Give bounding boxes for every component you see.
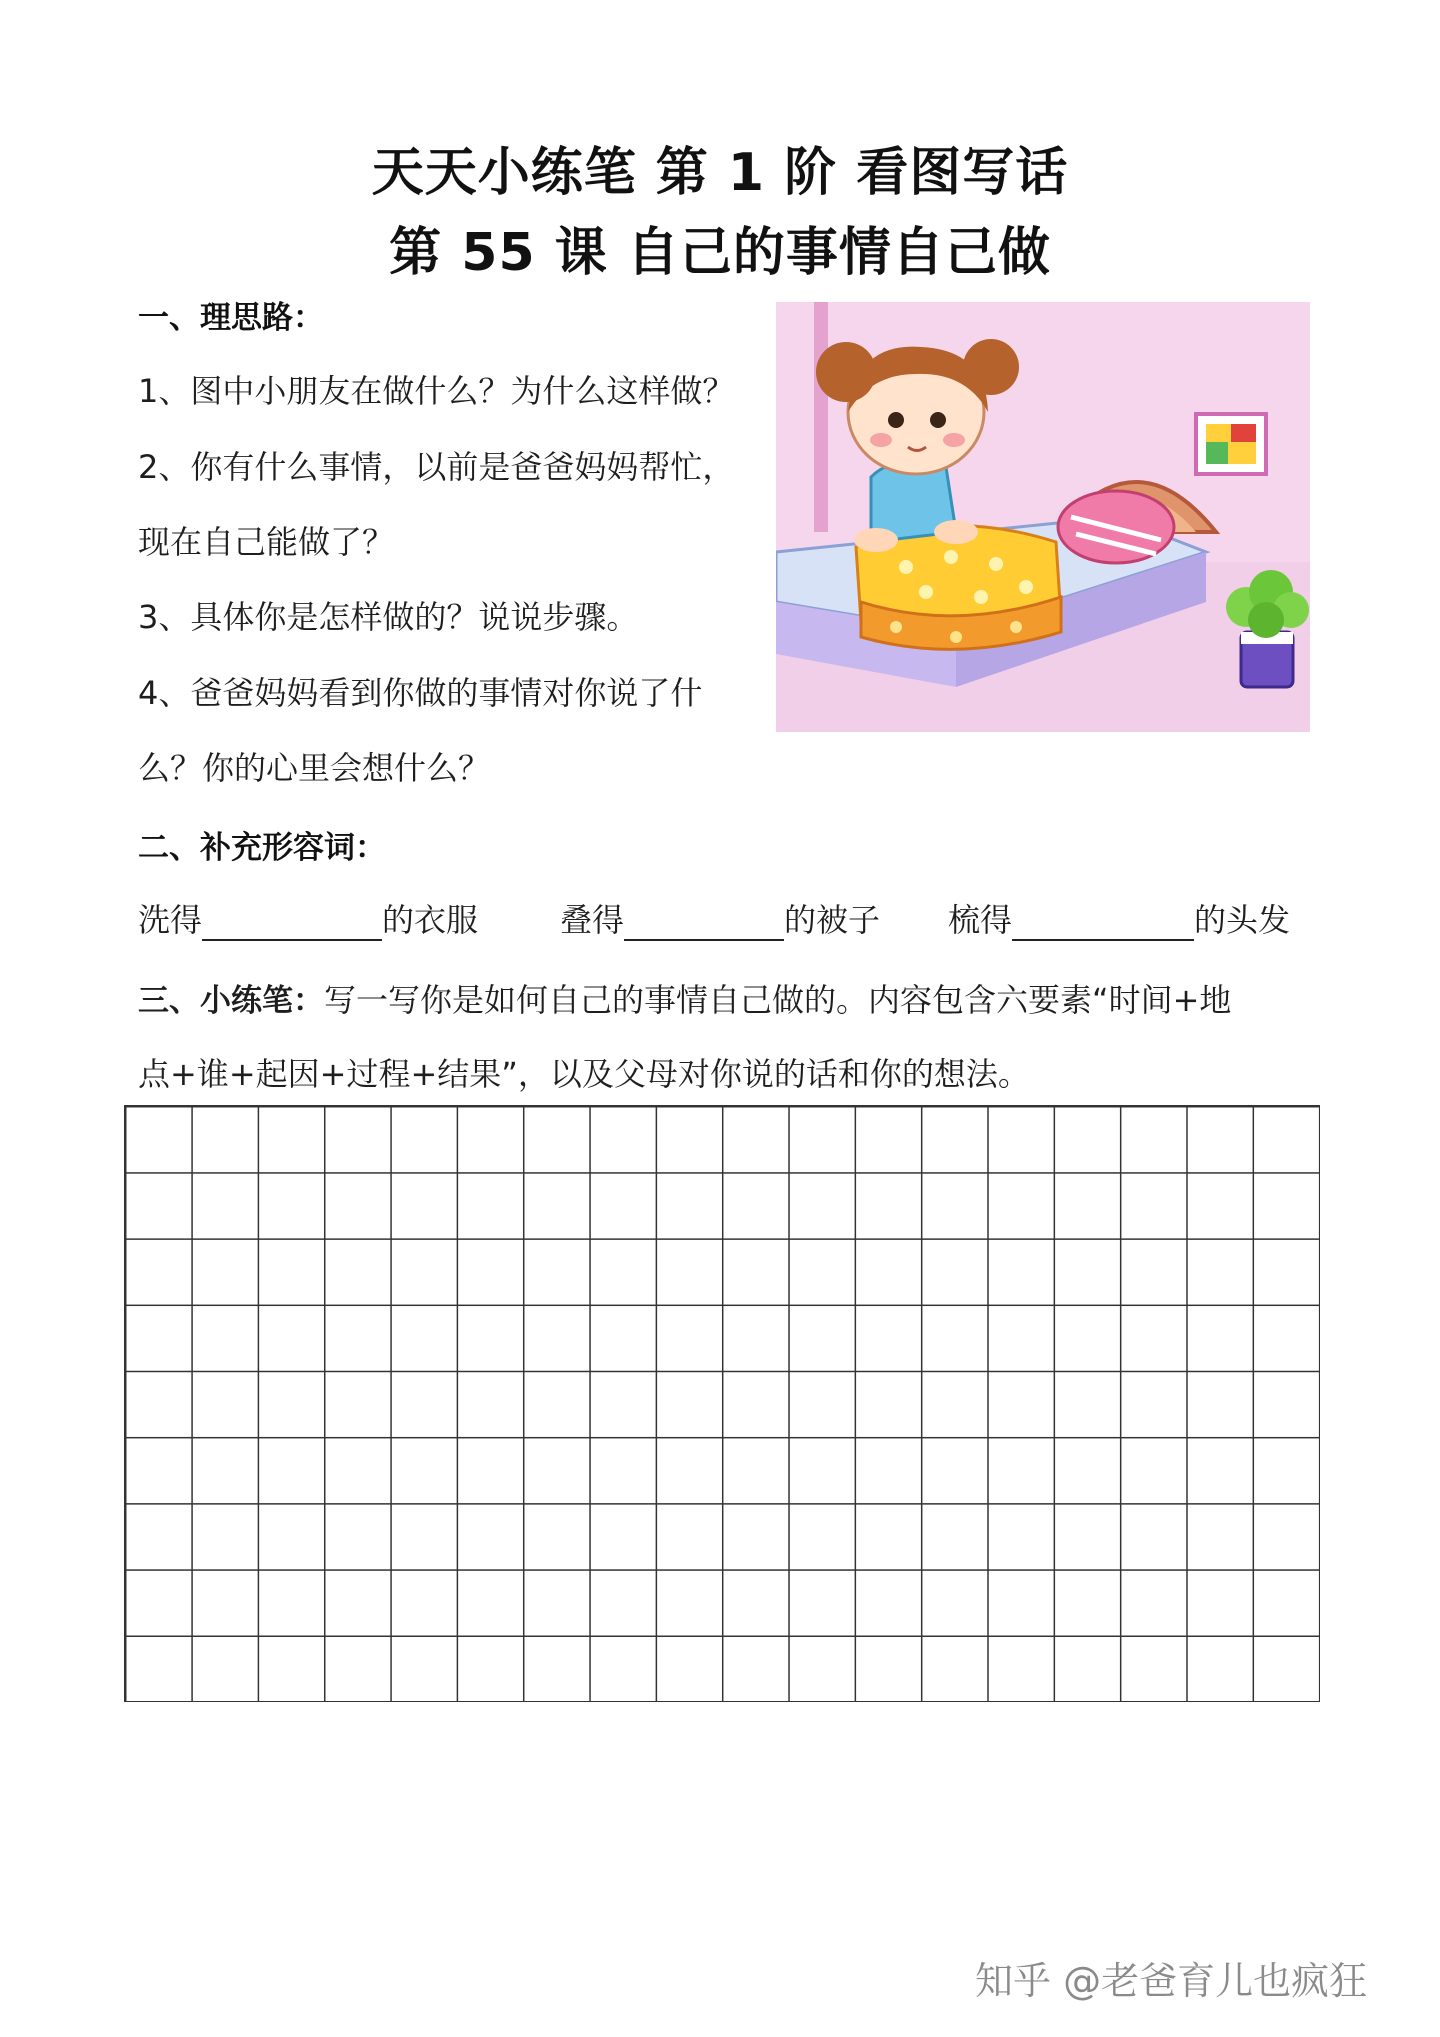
fill-blank-suffix: 的衣服 xyxy=(382,901,479,939)
fill-blank-item xyxy=(560,895,880,941)
section2-heading: 二、补充形容词： xyxy=(138,830,386,866)
title-line-1: 天天小练笔 第 1 阶 看图写话 xyxy=(371,143,1069,203)
question-line: 3、具体你是怎样做的？说说步骤。 xyxy=(138,598,639,636)
section3-prompt-line-1: 写一写你是如何自己的事情自己做的。内容包含六要素“时间+地 xyxy=(324,981,1232,1019)
question-line: 4、爸爸妈妈看到你做的事情对你说了什 xyxy=(138,674,703,712)
fill-blank-suffix: 的头发 xyxy=(1194,901,1291,939)
section3-prompt-line-2: 点+谁+起因+过程+结果”，以及父母对你说的话和你的想法。 xyxy=(138,1055,1030,1093)
question-line: 现在自己能做了？ xyxy=(138,523,395,561)
fill-blank-item xyxy=(138,895,478,941)
answer-blank[interactable] xyxy=(202,909,382,941)
writing-grid[interactable] xyxy=(124,1105,1320,1702)
answer-blank[interactable] xyxy=(624,909,784,941)
question-line: 1、图中小朋友在做什么？为什么这样做？ xyxy=(138,372,735,410)
fill-blank-prefix: 洗得 xyxy=(138,901,203,939)
section3-line-1 xyxy=(138,975,1231,1021)
fill-blank-prefix: 梳得 xyxy=(948,901,1013,939)
girl-making-bed-illustration xyxy=(776,302,1310,732)
watermark: 知乎 @老爸育儿也疯狂 xyxy=(975,1959,1368,2003)
question-line: 2、你有什么事情，以前是爸爸妈妈帮忙， xyxy=(138,448,735,486)
fill-blank-prefix: 叠得 xyxy=(560,901,625,939)
fill-blank-suffix: 的被子 xyxy=(784,901,881,939)
title-line-2: 第 55 课 自己的事情自己做 xyxy=(389,223,1051,283)
answer-blank[interactable] xyxy=(1012,909,1194,941)
fill-blank-item xyxy=(948,895,1290,941)
section1-heading: 一、理思路： xyxy=(138,300,324,336)
section3-heading: 三、小练笔： xyxy=(138,983,324,1019)
question-line: 么？你的心里会想什么？ xyxy=(138,749,491,787)
